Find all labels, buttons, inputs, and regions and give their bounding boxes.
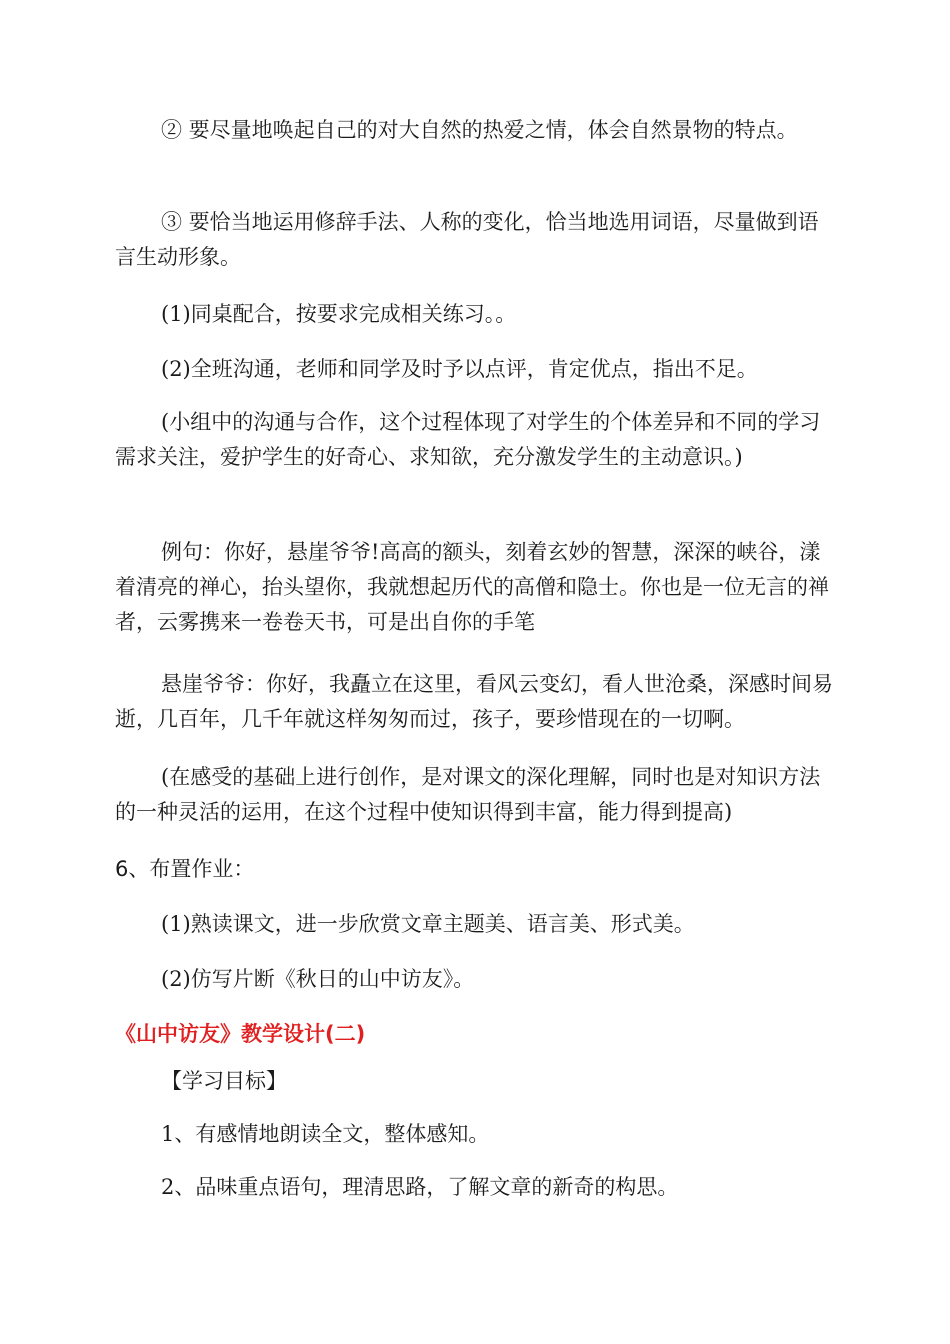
section-heading-homework [115, 852, 835, 887]
paragraph-note-cooperation: (小组中的沟通与合作，这个过程体现了对学生的个体差异和不同的学习需求关注，爱护学生的好奇心、求知欲，充分激发学生的主动意识。) [115, 410, 821, 469]
paragraph-activity-1: (1)同桌配合，按要求完成相关练习。。 [161, 302, 517, 326]
paragraph-cliff-reply: 悬崖爷爷：你好，我矗立在这里，看风云变幻，看人世沧桑，深感时间易逝，几百年，几千年就这样匆匆而过，孩子，要珍惜现在的一切啊。 [115, 672, 833, 731]
lesson-design-title: 《山中访友》教学设计(二) [115, 1022, 366, 1046]
paragraph-point-2: ② 要尽量地唤起自己的对大自然的热爱之情，体会自然景物的特点。 [161, 118, 798, 142]
paragraph-activity-2: (2)全班沟通，老师和同学及时予以点评，肯定优点，指出不足。 [161, 357, 758, 381]
paragraph-example-sentence: 例句：你好，悬崖爷爷!高高的额头，刻着玄妙的智慧，深深的峡谷，漾着清亮的禅心，抬头望你，我就想起历代的高僧和隐士。你也是一位无言的禅者，云雾携来一卷卷天书，可是出自你的手笔 [115, 540, 829, 634]
learning-goal-2: 2、品味重点语句，理清思路，了解文章的新奇的构思。 [161, 1175, 679, 1199]
section-label: 、布置作业： [128, 857, 255, 881]
section-number: 6 [115, 857, 129, 881]
paragraph-note-creation: (在感受的基础上进行创作，是对课文的深化理解，同时也是对知识方法的一种灵活的运用，在这个过程中使知识得到丰富，能力得到提高) [115, 765, 821, 824]
learning-goal-1: 1、有感情地朗读全文，整体感知。 [161, 1122, 490, 1146]
learning-goals-heading: 【学习目标】 [161, 1069, 287, 1093]
paragraph-point-3: ③ 要恰当地运用修辞手法、人称的变化，恰当地选用词语，尽量做到语言生动形象。 [115, 210, 819, 269]
homework-item-2: (2)仿写片断《秋日的山中访友》。 [161, 967, 475, 991]
homework-item-1: (1)熟读课文，进一步欣赏文章主题美、语言美、形式美。 [161, 912, 695, 936]
